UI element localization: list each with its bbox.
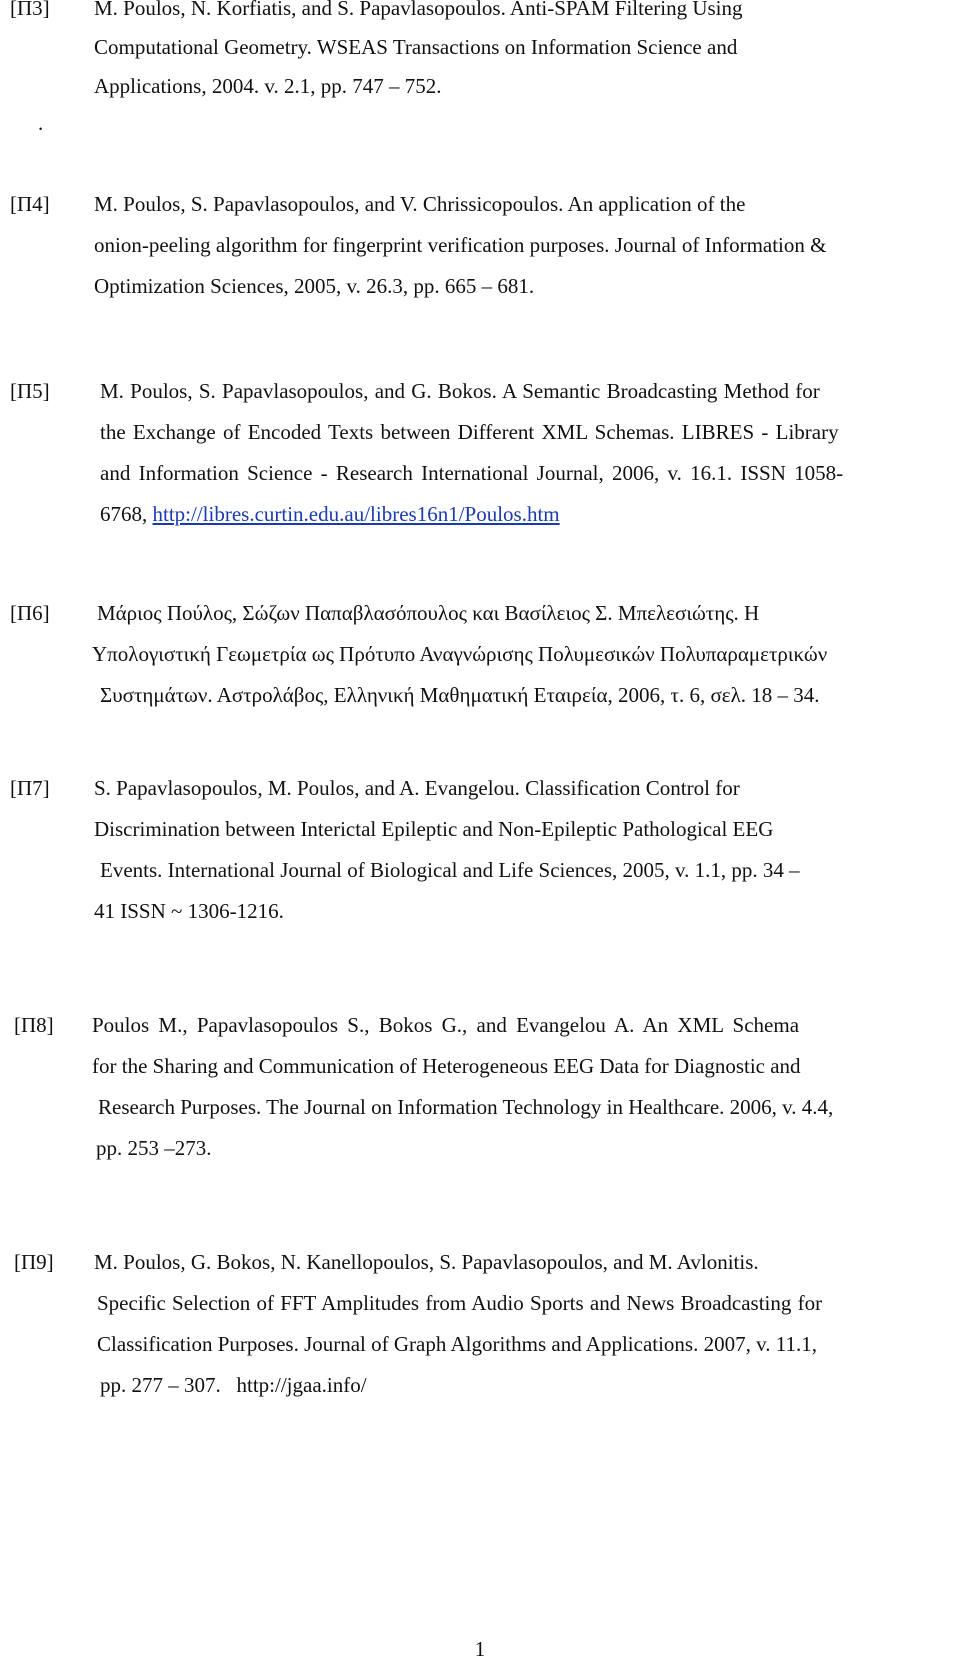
reference-line: for the Sharing and Communication of Heterogeneous EEG Data for Diagnostic and [92,1054,801,1078]
reference-line: 41 ISSN ~ 1306-1216. [94,899,284,923]
reference-line: S. Papavlasopoulos, M. Poulos, and A. Evangelou. Classification Control for [94,776,740,800]
reference-line: Poulos M., Papavlasopoulos S., Bokos G., and Evangelou A. An XML Schema [92,1013,800,1037]
reference-line: M. Poulos, S. Papavlasopoulos, and V. Chrissicopoulos. An application of the [94,192,746,216]
reference-line-with-link [100,494,560,535]
reference-line: M. Poulos, S. Papavlasopoulos, and G. Bokos. A Semantic Broadcasting Method for [100,379,820,403]
reference-line: Υπολογιστική Γεωμετρία ως Πρότυπο Αναγνώρισης Πολυμεσικών Πολυπαραμετρικών [92,642,828,666]
reference-line: onion-peeling algorithm for fingerprint verification purposes. Journal of Information & [94,233,827,257]
libres-link[interactable]: http://libres.curtin.edu.au/libres16n1/Poulos.htm [152,502,560,526]
reference-line: Events. International Journal of Biological and Life Sciences, 2005, v. 1.1, pp. 34 – [100,858,800,882]
reference-line: Applications, 2004. v. 2.1, pp. 747 – 752. [94,74,442,98]
reference-label: [Π5] [10,379,50,403]
page-number: 1 [474,1637,486,1661]
reference-label: [Π9] [14,1250,54,1274]
reference-line: pp. 277 – 307. http://jgaa.info/ [100,1373,367,1397]
reference-line: Specific Selection of FFT Amplitudes from Audio Sports and News Broadcasting for [97,1291,823,1315]
reference-line: Συστημάτων. Αστρολάβος, Ελληνική Μαθηματική Εταιρεία, 2006, τ. 6, σελ. 18 – 34. [100,683,820,707]
reference-line-prefix: 6768, [100,502,153,526]
stray-mark: . [38,111,44,135]
reference-line: Research Purposes. The Journal on Information Technology in Healthcare. 2006, v. 4.4, [98,1095,834,1119]
reference-label: [Π4] [10,192,50,216]
reference-line: M. Poulos, N. Korfiatis, and S. Papavlasopoulos. Anti-SPAM Filtering Using [94,0,743,20]
reference-label: [Π7] [10,776,50,800]
reference-line: Discrimination between Interictal Epileptic and Non-Epileptic Pathological EEG [94,817,774,841]
reference-line: Μάριος Πούλος, Σώζων Παπαβλασόπουλος και Βασίλειος Σ. Μπελεσιώτης. Η [97,601,760,625]
reference-label: [Π8] [14,1013,54,1037]
reference-line: Computational Geometry. WSEAS Transactions on Information Science and [94,35,738,59]
reference-line: Classification Purposes. Journal of Graph Algorithms and Applications. 2007, v. 11.1, [97,1332,817,1356]
reference-label: [Π3] [10,0,50,20]
reference-line: Optimization Sciences, 2005, v. 26.3, pp. 665 – 681. [94,274,535,298]
reference-label: [Π6] [10,601,50,625]
reference-line: the Exchange of Encoded Texts between Different XML Schemas. LIBRES - Library [100,420,839,444]
reference-line: pp. 253 –273. [96,1136,212,1160]
reference-line: M. Poulos, G. Bokos, N. Kanellopoulos, S. Papavlasopoulos, and M. Avlonitis. [94,1250,759,1274]
reference-line: and Information Science - Research International Journal, 2006, v. 16.1. ISSN 1058- [100,461,844,485]
